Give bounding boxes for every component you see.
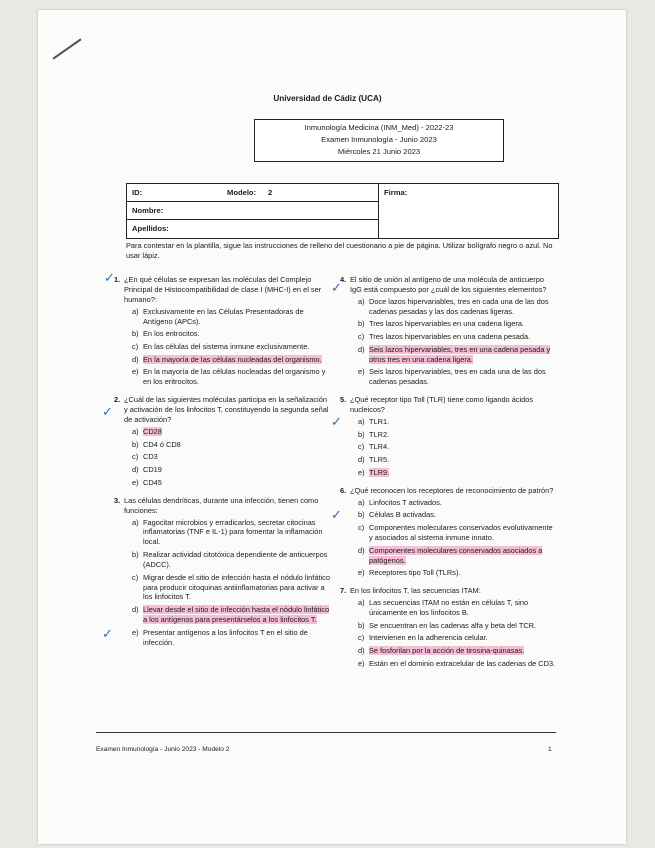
option-letter: b) (132, 550, 139, 560)
option-text: Presentar antígenos a los linfocitos T en el sitio de infección. (143, 627, 308, 647)
option-text: Fagocitar microbios y erradicarlos, secretar citocinas inflamatorias (TNF e IL-1) para fomentar la inflamación local. (143, 517, 323, 547)
question-4 (340, 275, 557, 387)
option-letter: c) (358, 332, 365, 342)
university-name: Universidad de Cádiz (UCA) (273, 94, 382, 103)
option-text: En la mayoría de las células nucleadas del organismo y en los eritrocitos. (143, 367, 326, 387)
option-text: TLR4. (369, 442, 390, 452)
option-letter: a) (132, 426, 139, 436)
question-7 (340, 586, 557, 669)
option-letter: b) (358, 429, 365, 439)
option-text: Receptores tipo Toll (TLRs). (369, 568, 461, 578)
option-text: TLR2. (369, 429, 390, 439)
question-number: 5. (340, 395, 347, 405)
question-2 (114, 395, 331, 487)
page-number: 1 (548, 746, 552, 753)
option-letter: e) (132, 477, 139, 487)
option-text: Doce lazos hipervariables, tres en cada una de las dos cadenas pesadas y las dos cadenas ligeras. (369, 296, 549, 316)
option-text: En las células del sistema inmune exclusivamente. (143, 342, 310, 352)
question-number: 3. (114, 495, 121, 505)
check-mark-icon: ✓ (331, 414, 342, 429)
option-letter: c) (358, 633, 365, 643)
check-mark-icon: ✓ (102, 626, 113, 641)
option-letter: c) (132, 572, 139, 582)
option-letter: a) (132, 306, 139, 316)
course-line: Examen Inmunología - Junio 2023 (321, 135, 437, 144)
option-letter: b) (358, 620, 365, 630)
apellidos-label: Apellidos: (132, 224, 169, 233)
option-text: CD4 ó CD8 (143, 439, 181, 449)
option-text: Las secuencias ITAM no están en células T, sino únicamente en los linfocitos B. (369, 598, 529, 618)
check-mark-icon: ✓ (104, 270, 115, 285)
question-stem: Las células dendríticas, durante una infección, tienen como funciones: (124, 495, 319, 515)
option-text: Están en el dominio extracelular de las cadenas de CD3. (369, 658, 556, 668)
question-5 (340, 395, 557, 478)
option-text: Componentes moleculares conservados evolutivamente y asociados al sistema inmune innato. (369, 523, 553, 542)
option-letter: e) (358, 658, 365, 668)
question-3 (114, 495, 331, 648)
highlighted-answer: Componentes moleculares conservados asociados a patógenos. (369, 545, 543, 565)
option-letter: a) (132, 517, 139, 527)
option-text: Intervienen en la adherencia celular. (369, 633, 488, 643)
question-6 (340, 485, 557, 578)
option-letter: a) (358, 296, 365, 306)
option-text: Células B activadas. (369, 510, 436, 520)
highlighted-answer: TLR9. (369, 467, 390, 477)
option-text: Exclusivamente en las Células Presentadoras de Antígeno (APCs). (143, 306, 304, 326)
footer-text: Examen Inmunología - Junio 2023 - Modelo 2 (96, 746, 230, 753)
option-text: TLR1. (369, 417, 390, 427)
question-stem: ¿Qué receptor tipo Toll (TLR) tiene como ligando ácidos nucleicos? (350, 395, 534, 415)
nombre-label: Nombre: (132, 206, 164, 215)
option-letter: c) (132, 342, 139, 352)
option-letter: d) (358, 344, 365, 354)
option-letter: e) (132, 367, 139, 377)
option-letter: a) (358, 497, 365, 507)
question-stem: En los linfocitos T, las secuencias ITAM: (350, 586, 481, 596)
instructions: Para contestar en la plantilla, sigue las instrucciones de relleno del cuestionario a pie de página. Utilizar bolígrafo negro o azul. No usar lápiz. (126, 241, 553, 260)
question-stem: ¿Qué reconocen los receptores de reconocimiento de patrón? (350, 485, 554, 495)
highlighted-answer: Llevar desde el sitio de infección hasta el nódulo linfático a los antígenos para presentárselos a los linfocitos T. (143, 605, 330, 625)
question-number: 7. (340, 586, 347, 596)
check-mark-icon: ✓ (102, 404, 113, 419)
option-text: CD3 (143, 452, 158, 462)
question-number: 1. (114, 275, 121, 284)
option-letter: d) (132, 605, 139, 615)
question-stem: ¿Cuál de las siguientes moléculas participa en la señalización y activación de los linfocitos T, constituyendo la segunda señal de activación? (124, 395, 329, 425)
footer-divider (96, 732, 556, 733)
firma-field (378, 184, 559, 238)
student-id-table (126, 183, 559, 239)
highlighted-answer: En la mayoría de las células nucleadas del organismo. (143, 354, 322, 364)
option-letter: d) (358, 646, 365, 656)
option-letter: c) (358, 523, 365, 533)
option-text: Seis lazos hipervariables, tres en cada una de las dos cadenas pesadas. (369, 367, 546, 387)
option-text: Realizar actividad citotóxica dependiente de anticuerpos (ADCC). (143, 550, 328, 569)
option-letter: b) (132, 439, 139, 449)
firma-label: Firma: (384, 188, 408, 197)
option-letter: e) (358, 367, 365, 377)
option-letter: e) (132, 627, 139, 637)
id-label: ID: (132, 188, 143, 197)
option-text: Tres lazos hipervariables en una cadena ligera. (369, 319, 525, 329)
check-mark-icon: ✓ (331, 507, 342, 522)
nombre-row (127, 202, 378, 220)
option-letter: e) (358, 568, 365, 578)
question-stem: El sitio de unión al antígeno de una molécula de anticuerpo IgG está compuesto por ¿cuál de los siguientes elementos? (350, 275, 547, 294)
question-number: 4. (340, 275, 347, 284)
question-number: 2. (114, 395, 121, 405)
left-column (114, 275, 331, 650)
option-letter: b) (358, 510, 365, 520)
highlighted-answer: Seis lazos hipervariables, tres en una cadena pesada y otros tres en una cadena ligera. (369, 344, 551, 364)
option-text: TLR5. (369, 455, 390, 465)
option-text: Migrar desde el sitio de infección hasta el nódulo linfático para producir citoquinas antiinflamatorias para activar a los linfocitos T. (143, 572, 330, 602)
option-text: CD45 (143, 477, 162, 487)
option-letter: d) (358, 545, 365, 555)
option-letter: d) (358, 455, 365, 465)
option-text: Linfocitos T activados. (369, 497, 442, 507)
option-text: CD19 (143, 465, 162, 475)
course-line: Inmunología Medicina (INM_Med) - 2022-23 (304, 123, 454, 132)
option-letter: a) (358, 417, 365, 427)
right-column (340, 275, 557, 672)
option-text: Se encuentran en las cadenas alfa y beta del TCR. (369, 620, 537, 630)
option-text: Tres lazos hipervariables en una cadena pesada. (369, 332, 531, 342)
highlighted-answer: CD28 (143, 426, 162, 436)
modelo-label: Modelo: (227, 188, 257, 197)
option-letter: b) (358, 319, 365, 329)
highlighted-answer: Se fosforilan por la acción de tirosina-quinasas. (369, 646, 525, 656)
option-letter: b) (132, 329, 139, 339)
check-mark-icon: ✓ (331, 280, 342, 295)
course-info-box (254, 119, 504, 162)
option-letter: c) (132, 452, 139, 462)
course-line: Miércoles 21 Junio 2023 (337, 147, 421, 156)
option-letter: a) (358, 598, 365, 608)
modelo-value: 2 (268, 188, 273, 197)
option-letter: d) (132, 354, 139, 364)
apellidos-row (127, 220, 378, 237)
question-stem: ¿En qué células se expresan las moléculas del Complejo Principal de Histocompatibilidad de clase I (MHC-I) en el ser humano?: (124, 275, 322, 304)
option-letter: d) (132, 465, 139, 475)
option-letter: e) (358, 467, 365, 477)
id-row (127, 184, 378, 202)
option-letter: c) (358, 442, 365, 452)
question-1 (114, 275, 331, 387)
question-number: 6. (340, 485, 347, 495)
option-text: En los eritrocitos. (143, 329, 200, 339)
